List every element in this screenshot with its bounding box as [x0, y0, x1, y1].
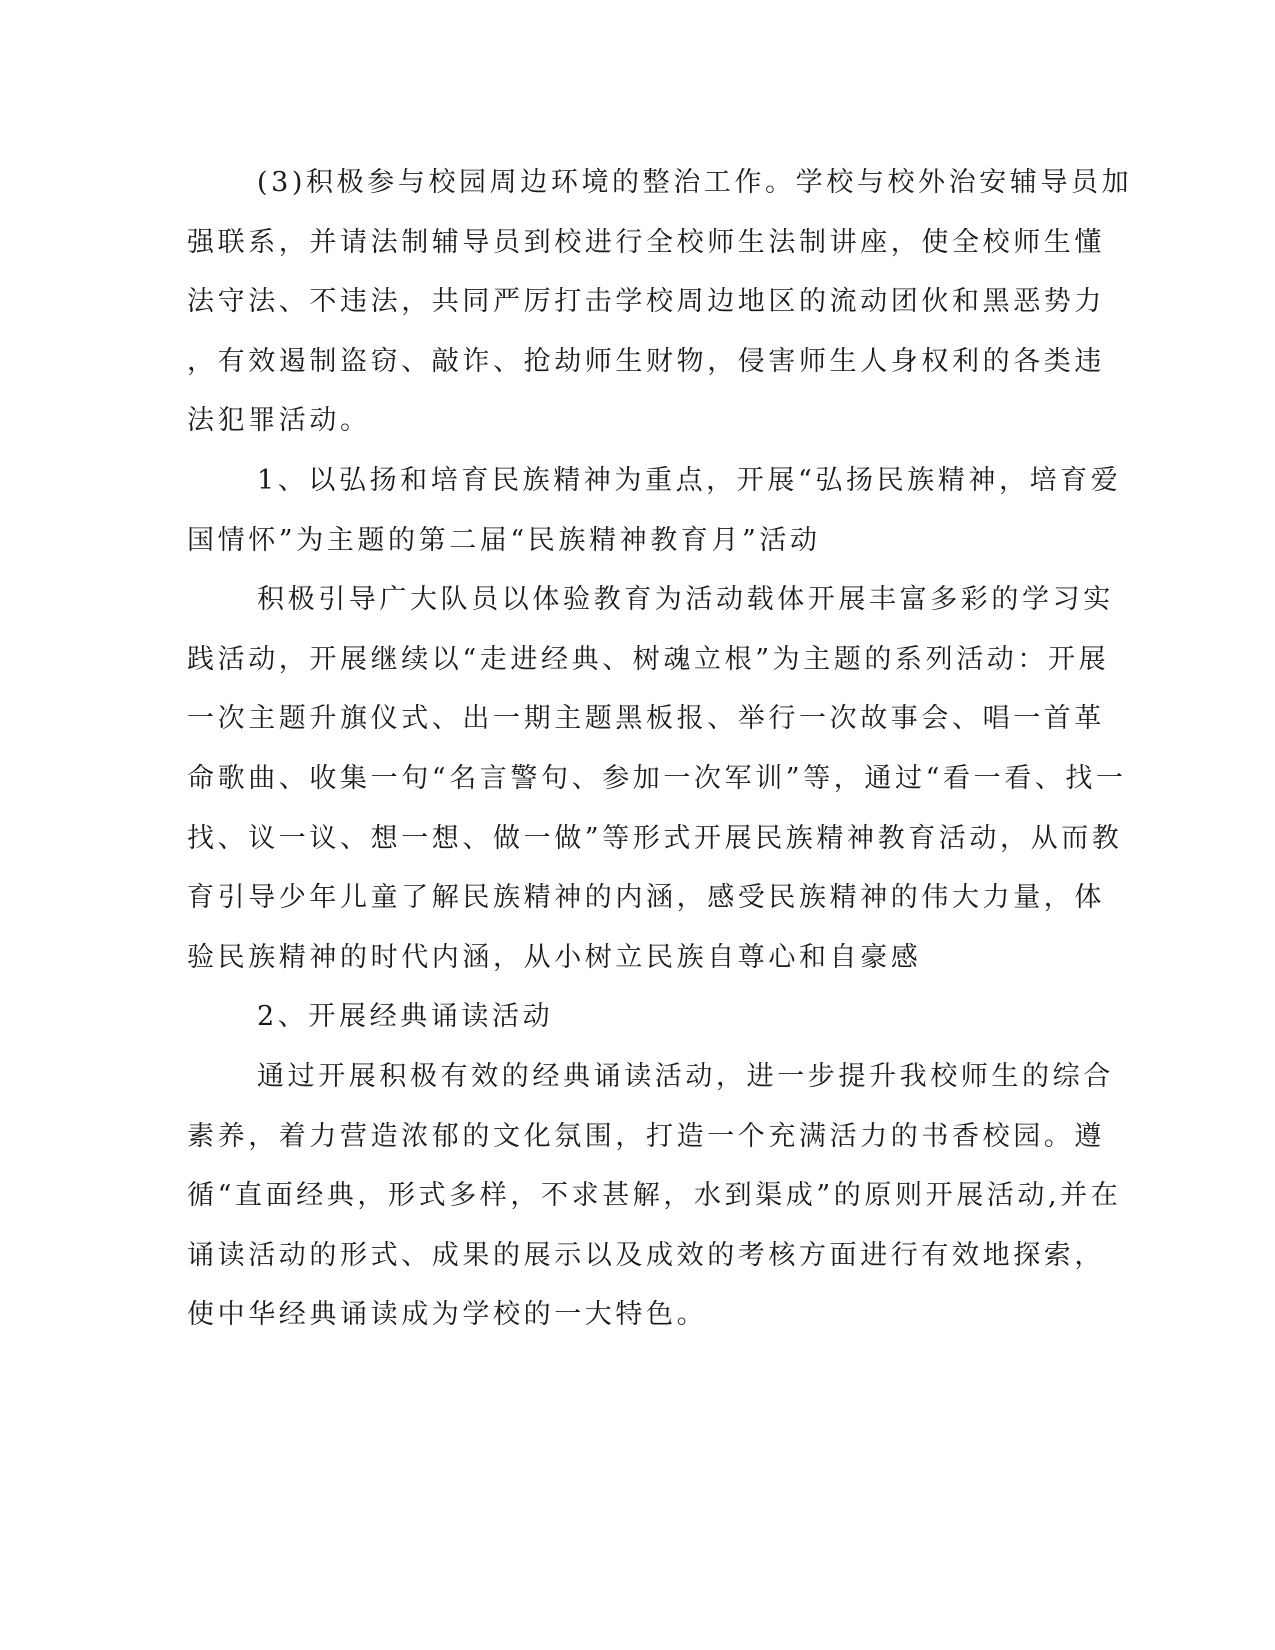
text-line: 诵读活动的形式、成果的展示以及成效的考核方面进行有效地探索，	[187, 1239, 1105, 1271]
text-line: ，有效遏制盗窃、敲诈、抢劫师生财物，侵害师生人身权利的各类违	[187, 345, 1105, 377]
text-line: 通过开展积极有效的经典诵读活动，进一步提升我校师生的综合	[257, 1060, 1114, 1092]
text-line: 一次主题升旗仪式、出一期主题黑板报、举行一次故事会、唱一首革	[187, 703, 1105, 735]
text-line: 育引导少年儿童了解民族精神的内涵，感受民族精神的伟大力量，体	[187, 882, 1105, 914]
text-line: 验民族精神的时代内涵，从小树立民族自尊心和自豪感	[187, 941, 922, 973]
text-line: 践活动，开展继续以“走进经典、树魂立根”为主题的系列活动：开展	[187, 643, 1110, 675]
document-body	[187, 153, 1133, 1345]
text-line: 素养，着力营造浓郁的文化氛围，打造一个充满活力的书香校园。遵	[187, 1120, 1105, 1152]
text-line: (3)积极参与校园周边环境的整治工作。学校与校外治安辅导员加	[257, 167, 1133, 198]
text-line: 2、开展经典诵读活动	[257, 1001, 554, 1033]
text-line: 命歌曲、收集一句“名言警句、参加一次军训”等，通过“看一看、找一	[187, 762, 1127, 794]
text-line: 1、以弘扬和培育民族精神为重点，开展“弘扬民族精神，培育爱	[257, 464, 1122, 496]
text-line: 找、议一议、想一想、做一做”等形式开展民族精神教育活动，从而教	[187, 822, 1123, 854]
text-line: 使中华经典诵读成为学校的一大特色。	[187, 1299, 708, 1331]
text-line: 强联系，并请法制辅导员到校进行全校师生法制讲座，使全校师生懂	[187, 226, 1105, 258]
text-line: 积极引导广大队员以体验教育为活动载体开展丰富多彩的学习实	[257, 584, 1114, 616]
text-line: 循“直面经典，形式多样，不求甚解，水到渠成”的原则开展活动,并在	[187, 1180, 1122, 1212]
text-line: 法守法、不违法，共同严厉打击学校周边地区的流动团伙和黑恶势力	[187, 286, 1105, 318]
text-line: 法犯罪活动。	[187, 405, 371, 437]
text-line: 国情怀”为主题的第二届“民族精神教育月”活动	[187, 524, 821, 556]
